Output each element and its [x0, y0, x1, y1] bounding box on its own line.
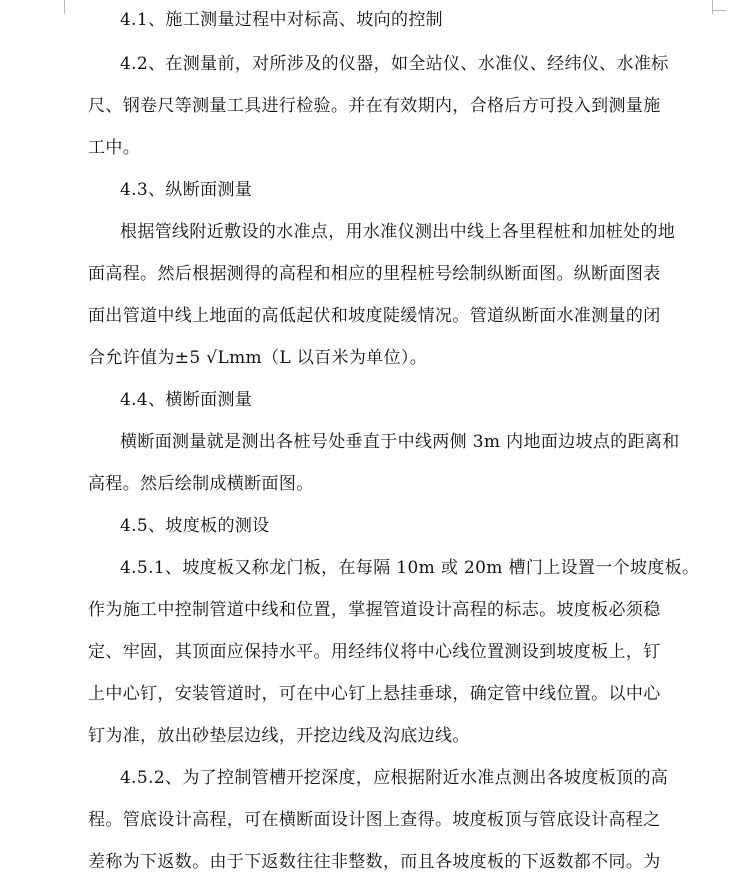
- paragraph-4-5-2-line-2: 程。管底设计高程，可在横断面设计图上查得。坡度板顶与管底设计高程之: [88, 810, 661, 830]
- paragraph-4-5-1-line-2: 作为施工中控制管道中线和位置，掌握管道设计高程的标志。坡度板必须稳: [88, 600, 661, 620]
- page-margin-mark-right: [712, 0, 727, 14]
- heading-4-5: 4.5、坡度板的测设: [120, 516, 270, 536]
- heading-4-1: 4.1、施工测量过程中对标高、坡向的控制: [120, 10, 444, 30]
- paragraph-4-2-line-2: 尺、钢卷尺等测量工具进行检验。并在有效期内，合格后方可投入到测量施: [88, 96, 661, 116]
- paragraph-4-3-line-2: 面高程。然后根据测得的高程和相应的里程桩号绘制纵断面图。纵断面图表: [88, 264, 661, 284]
- paragraph-4-5-2-line-1: 4.5.2、为了控制管槽开挖深度，应根据附近水准点测出各坡度板顶的高: [120, 768, 669, 788]
- paragraph-4-3-line-4: 合允许值为±5 √Lmm（L 以百米为单位）。: [88, 348, 428, 368]
- page-margin-mark-left: [64, 0, 79, 14]
- paragraph-4-5-1-line-1: 4.5.1、坡度板又称龙门板，在每隔 10m 或 20m 槽门上设置一个坡度板。: [120, 558, 700, 578]
- paragraph-4-3-line-3: 面出管道中线上地面的高低起伏和坡度陡缓情况。管道纵断面水准测量的闭: [88, 306, 661, 326]
- paragraph-4-5-1-line-3: 定、牢固，其顶面应保持水平。用经纬仪将中心线位置测设到坡度板上，钉: [88, 642, 661, 662]
- paragraph-4-4-line-2: 高程。然后绘制成横断面图。: [88, 474, 314, 494]
- paragraph-4-5-2-line-3: 差称为下返数。由于下返数往往非整数，而且各坡度板的下返数都不同。为: [88, 852, 661, 872]
- heading-4-4: 4.4、横断面测量: [120, 390, 253, 410]
- heading-4-3: 4.3、纵断面测量: [120, 180, 253, 200]
- paragraph-4-5-1-line-5: 钉为准，放出砂垫层边线，开挖边线及沟底边线。: [88, 726, 470, 746]
- page-margin-tick-right: [712, 10, 726, 11]
- paragraph-4-2-line-3: 工中。: [88, 138, 141, 158]
- paragraph-4-3-line-1: 根据管线附近敷设的水准点，用水准仪测出中线上各里程桩和加桩处的地: [120, 222, 676, 242]
- paragraph-4-2-line-1: 4.2、在测量前，对所涉及的仪器，如全站仪、水准仪、经纬仪、水准标: [120, 54, 669, 74]
- paragraph-4-4-line-1: 横断面测量就是测出各桩号处垂直于中线两侧 3m 内地面边坡点的距离和: [120, 432, 680, 452]
- paragraph-4-5-1-line-4: 上中心钉，安装管道时，可在中心钉上悬挂垂球，确定管中线位置。以中心: [88, 684, 661, 704]
